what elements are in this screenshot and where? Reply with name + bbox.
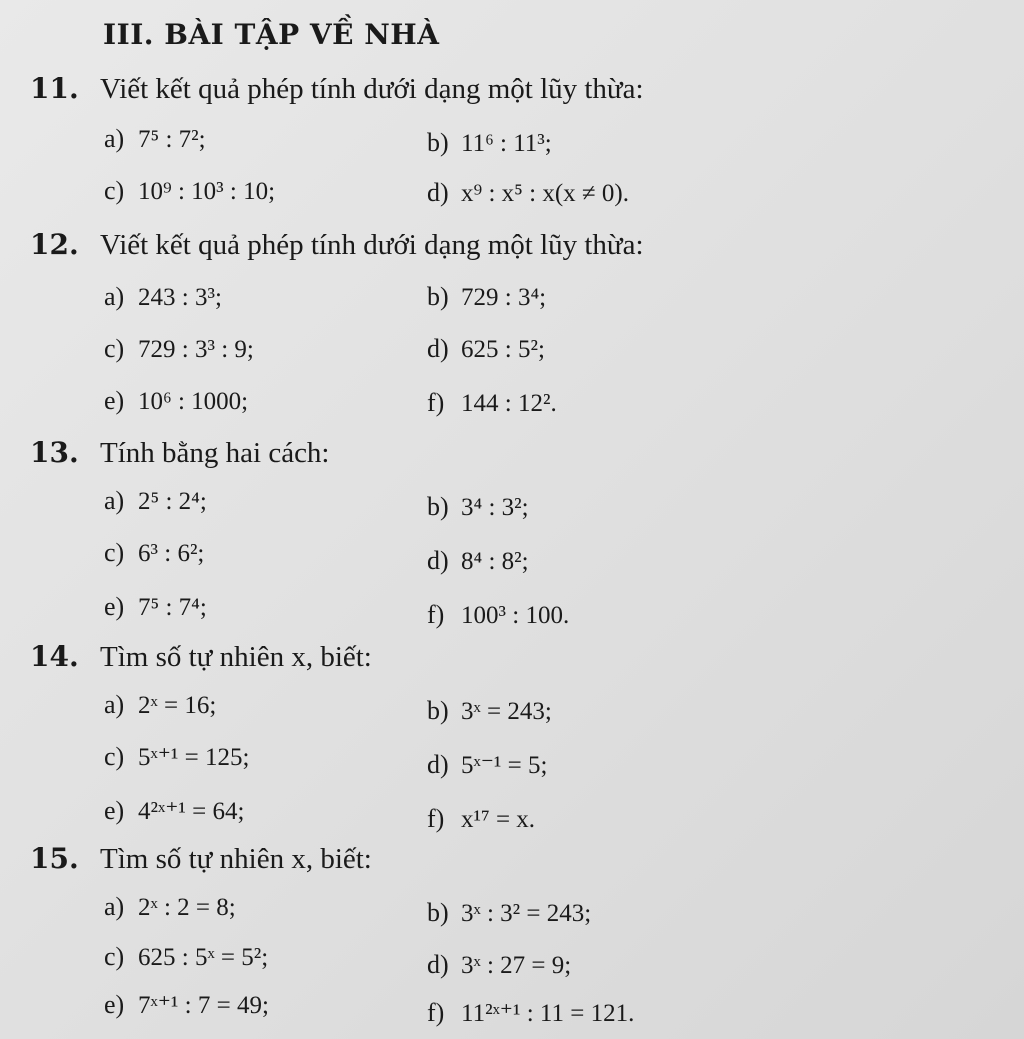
item-expression: 243 : 3³; — [138, 284, 222, 311]
item-label: a) — [104, 690, 125, 719]
item-expression: 729 : 3⁴; — [461, 284, 547, 311]
exercise-item — [104, 124, 206, 154]
item-expression: 6³ : 6²; — [138, 540, 205, 567]
exercise-item — [427, 804, 535, 834]
item-expression: 729 : 3³ : 9; — [138, 336, 254, 363]
exercise-item — [427, 696, 552, 726]
problem-number: 15. — [30, 842, 79, 875]
exercise-item — [427, 950, 571, 980]
item-label: a) — [104, 282, 125, 311]
item-label: b) — [427, 492, 449, 521]
exercise-item — [427, 546, 529, 576]
item-label: d) — [427, 950, 449, 979]
item-label: e) — [104, 592, 125, 621]
exercise-item — [427, 178, 629, 208]
problem-13 — [30, 436, 330, 470]
item-expression: 5ˣ⁺¹ = 125; — [138, 744, 250, 771]
problem-instruction: Viết kết quả phép tính dưới dạng một lũy thừa: — [100, 73, 644, 105]
exercise-item — [104, 282, 222, 312]
item-label: a) — [104, 486, 125, 515]
item-expression: 144 : 12². — [461, 390, 557, 417]
item-expression: 3ˣ : 3² = 243; — [461, 900, 592, 927]
exercise-item — [427, 492, 529, 522]
item-label: c) — [104, 942, 125, 971]
exercise-item — [104, 386, 248, 416]
exercise-item — [427, 388, 557, 418]
item-label: f) — [427, 998, 445, 1027]
item-label: a) — [104, 892, 125, 921]
item-expression: 11⁶ : 11³; — [461, 130, 552, 157]
item-label: d) — [427, 750, 449, 779]
item-expression: 3ˣ = 243; — [461, 698, 552, 725]
problem-number: 11. — [30, 72, 79, 105]
problem-11 — [30, 72, 644, 106]
problem-14 — [30, 640, 372, 674]
exercise-item — [104, 742, 249, 772]
exercise-item — [104, 486, 207, 516]
exercise-item — [104, 990, 269, 1020]
exercise-item — [427, 998, 634, 1028]
exercise-item — [427, 898, 591, 928]
item-label: c) — [104, 334, 125, 363]
exercise-item — [104, 690, 216, 720]
item-expression: 3⁴ : 3²; — [461, 494, 529, 521]
problem-instruction: Viết kết quả phép tính dưới dạng một lũy thừa: — [100, 229, 644, 261]
item-expression: 11²ˣ⁺¹ : 11 = 121. — [461, 1000, 635, 1027]
item-expression: 100³ : 100. — [461, 602, 570, 629]
exercise-item — [104, 176, 275, 206]
problem-15 — [30, 842, 372, 876]
item-label: c) — [104, 742, 125, 771]
problem-number: 13. — [30, 436, 79, 469]
item-label: a) — [104, 124, 125, 153]
item-label: d) — [427, 334, 449, 363]
item-expression: 4²ˣ⁺¹ = 64; — [138, 798, 245, 825]
exercise-item — [104, 892, 236, 922]
item-label: d) — [427, 178, 449, 207]
item-expression: x⁹ : x⁵ : x(x ≠ 0). — [461, 180, 629, 207]
item-label: b) — [427, 128, 449, 157]
item-expression: 2⁵ : 2⁴; — [138, 488, 207, 515]
item-label: b) — [427, 282, 449, 311]
problem-instruction: Tìm số tự nhiên x, biết: — [100, 843, 372, 875]
problem-number: 14. — [30, 640, 79, 673]
exercise-item — [104, 796, 244, 826]
exercise-item — [427, 282, 546, 312]
item-expression: 8⁴ : 8²; — [461, 548, 529, 575]
exercise-item — [427, 750, 547, 780]
exercise-item — [104, 538, 204, 568]
item-label: f) — [427, 804, 445, 833]
item-label: f) — [427, 388, 445, 417]
item-expression: 3ˣ : 27 = 9; — [461, 952, 572, 979]
item-label: e) — [104, 796, 125, 825]
item-label: c) — [104, 538, 125, 567]
section-title: III. BÀI TẬP VỀ NHÀ — [103, 18, 440, 51]
item-expression: 7⁵ : 7⁴; — [138, 594, 207, 621]
exercise-item — [104, 942, 268, 972]
exercise-item — [104, 334, 254, 364]
item-expression: 2ˣ = 16; — [138, 692, 217, 719]
item-expression: 5ˣ⁻¹ = 5; — [461, 752, 548, 779]
problem-12 — [30, 228, 644, 262]
item-expression: 625 : 5²; — [461, 336, 545, 363]
item-expression: 10⁶ : 1000; — [138, 388, 249, 415]
problem-instruction: Tính bằng hai cách: — [100, 437, 330, 469]
exercise-item — [427, 600, 569, 630]
item-label: c) — [104, 176, 125, 205]
item-label: b) — [427, 898, 449, 927]
item-label: b) — [427, 696, 449, 725]
problem-instruction: Tìm số tự nhiên x, biết: — [100, 641, 372, 673]
item-expression: 625 : 5ˣ = 5²; — [138, 944, 269, 971]
item-expression: 7ˣ⁺¹ : 7 = 49; — [138, 992, 269, 1019]
item-expression: 2ˣ : 2 = 8; — [138, 894, 236, 921]
item-expression: 7⁵ : 7²; — [138, 126, 206, 153]
item-label: f) — [427, 600, 445, 629]
exercise-item — [104, 592, 207, 622]
item-expression: 10⁹ : 10³ : 10; — [138, 178, 276, 205]
problem-number: 12. — [30, 228, 79, 261]
exercise-item — [427, 128, 552, 158]
item-label: d) — [427, 546, 449, 575]
exercise-item — [427, 334, 545, 364]
item-label: e) — [104, 990, 125, 1019]
item-expression: x¹⁷ = x. — [461, 806, 536, 833]
item-label: e) — [104, 386, 125, 415]
